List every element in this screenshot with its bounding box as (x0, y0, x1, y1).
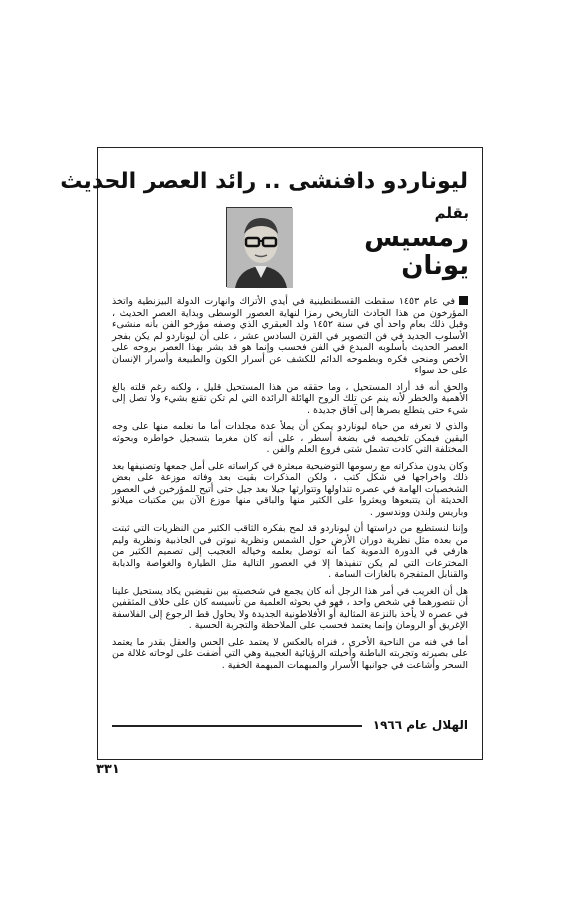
portrait-illustration (227, 208, 293, 288)
article-body (112, 296, 468, 716)
author-portrait (226, 207, 292, 287)
paragraph: هل أن الغريب في أمر هذا الرجل أنه كان يجمع في شخصيته بين نقيضين يكاد يستحيل علينا أن نتصورهما في شخص واحد ، فهو في بحوثه العلمية من تأسيسه كان على خلاف المثقفين في عصره لا يأخذ بالنزعة المثالية أو الأفلاطونية الجديدة ولا يحاول قط الرجوع إلى الفلاسفة الإغريق أو الرومان وإنما يعتمد فحسب على الملاحظة والتجربة الحسية . (112, 585, 468, 631)
author-last-name: يونان (401, 251, 469, 281)
paragraph: والذي لا تعرفه من حياة ليوناردو يمكن أن يملأ عدة مجلدات أما ما نعلمه منها على وجه اليقين فيمكن تلخيصه في بضعة أسطر ، على أنه كان مغرما بتسجيل خواطره وبحوثه المختلفة التي كادت تشمل شتى فروع العلم والفن . (112, 421, 468, 455)
section-marker-icon (459, 296, 468, 305)
author-first-name: رمسيس (364, 223, 469, 253)
signoff-rule (112, 725, 362, 727)
paragraph: وكان يدون مذكراته مع رسومها التوضيحية مبعثرة في كراساته على أمل جمعها وتصنيفها بعد ذلك واخراجها في شكل كتب ، ولكن المذكرات بقيت بعد وفاته موزعة على بعض الشخصيات الهامة في عصره تتداولها وتتوارثها جيلا بعد جيل حتى أتيح للمؤرخين في العصور الحديثة أن يتتبعوها ويعثروا على الكثير منها والباقي منها موزع الآن بين مكتبات ميلانو وباريس ولندن ووندسور . (112, 460, 468, 518)
page-number: ٣٣١ (96, 762, 120, 777)
byline (303, 206, 469, 288)
source-label: الهلال عام ١٩٦٦ (369, 716, 468, 734)
byline-prefix: بقلم (434, 204, 469, 222)
paragraph (112, 296, 468, 377)
paragraph-text: في عام ١٤٥٣ سقطت القسطنطينية في أيدي الأتراك وانهارت الدولة البيزنطية واتخذ المؤرخون من هذا الحادث التاريخي رمزا لنهاية العصور الوسطى وبداية العصر الحديث ، وقبل ذلك بعام واحد أي في سنة ١٤٥٢ ولد العبقري الذي وصفه مؤرخو الفن بأنه منشىء الأسلوب الجديد في فن التصوير في القرن السادس عشر ، على أن ليوناردو لم يكن بفجر العصر الحديث بأسلوبه المبدع في الفن فحسب وإنما هو قد بشر بهذا العصر بروحه على الأخص ومنحى فكره وبطموحه الدائم للكشف عن أسرار الكون والطبيعة وأسرار الإنسان على حد سواء (112, 296, 468, 376)
article-headline: ليوناردو دافنشى .. رائد العصر الحديث (60, 169, 468, 194)
source-signoff (112, 716, 468, 734)
paragraph: أما في فنه من الناحية الأخرى ، فنراه بالعكس لا يعتمد على الحس والعقل بقدر ما يعتمد على بصيرته وتجربته الباطنة وأخيلته الرؤيائية العجيبة وهي التي أضفت على لوحاته غلالة من السحر وأشاعت في جوانبها الأسرار والمبهمات المبهمة الخفية . (112, 636, 468, 671)
paragraph: وإننا لنستطيع من دراستها أن ليوناردو قد لمح بفكره الثاقب الكثير من النظريات التي ثبتت من بعده مثل نظرية دوران الأرض حول الشمس ونظرية نيوتن في الجاذبية ونظرية وليم هارفي في الدورة الدموية كما أنه توصل بعلمه وخياله العجيب إلى تصميم الكثير من المخترعات التي لم يكن تنفيذها إلا في العصور التالية مثل الطيارة والغواصة والدبابة والقنابل المتفجرة بالغازات السامة . (112, 523, 468, 580)
paragraph: والحق أنه قد أراد المستحيل ، وما حققه من هذا المستحيل قليل ، ولكنه رغم قلته بالغ الأهمية والخطر لأنه ينم عن تلك الروح الهائلة الرائدة التي لم تكن تقنع بشيء ولا تصل إلى شيء حتى يتطلع بصرها إلى آفاق جديدة . (112, 381, 468, 416)
